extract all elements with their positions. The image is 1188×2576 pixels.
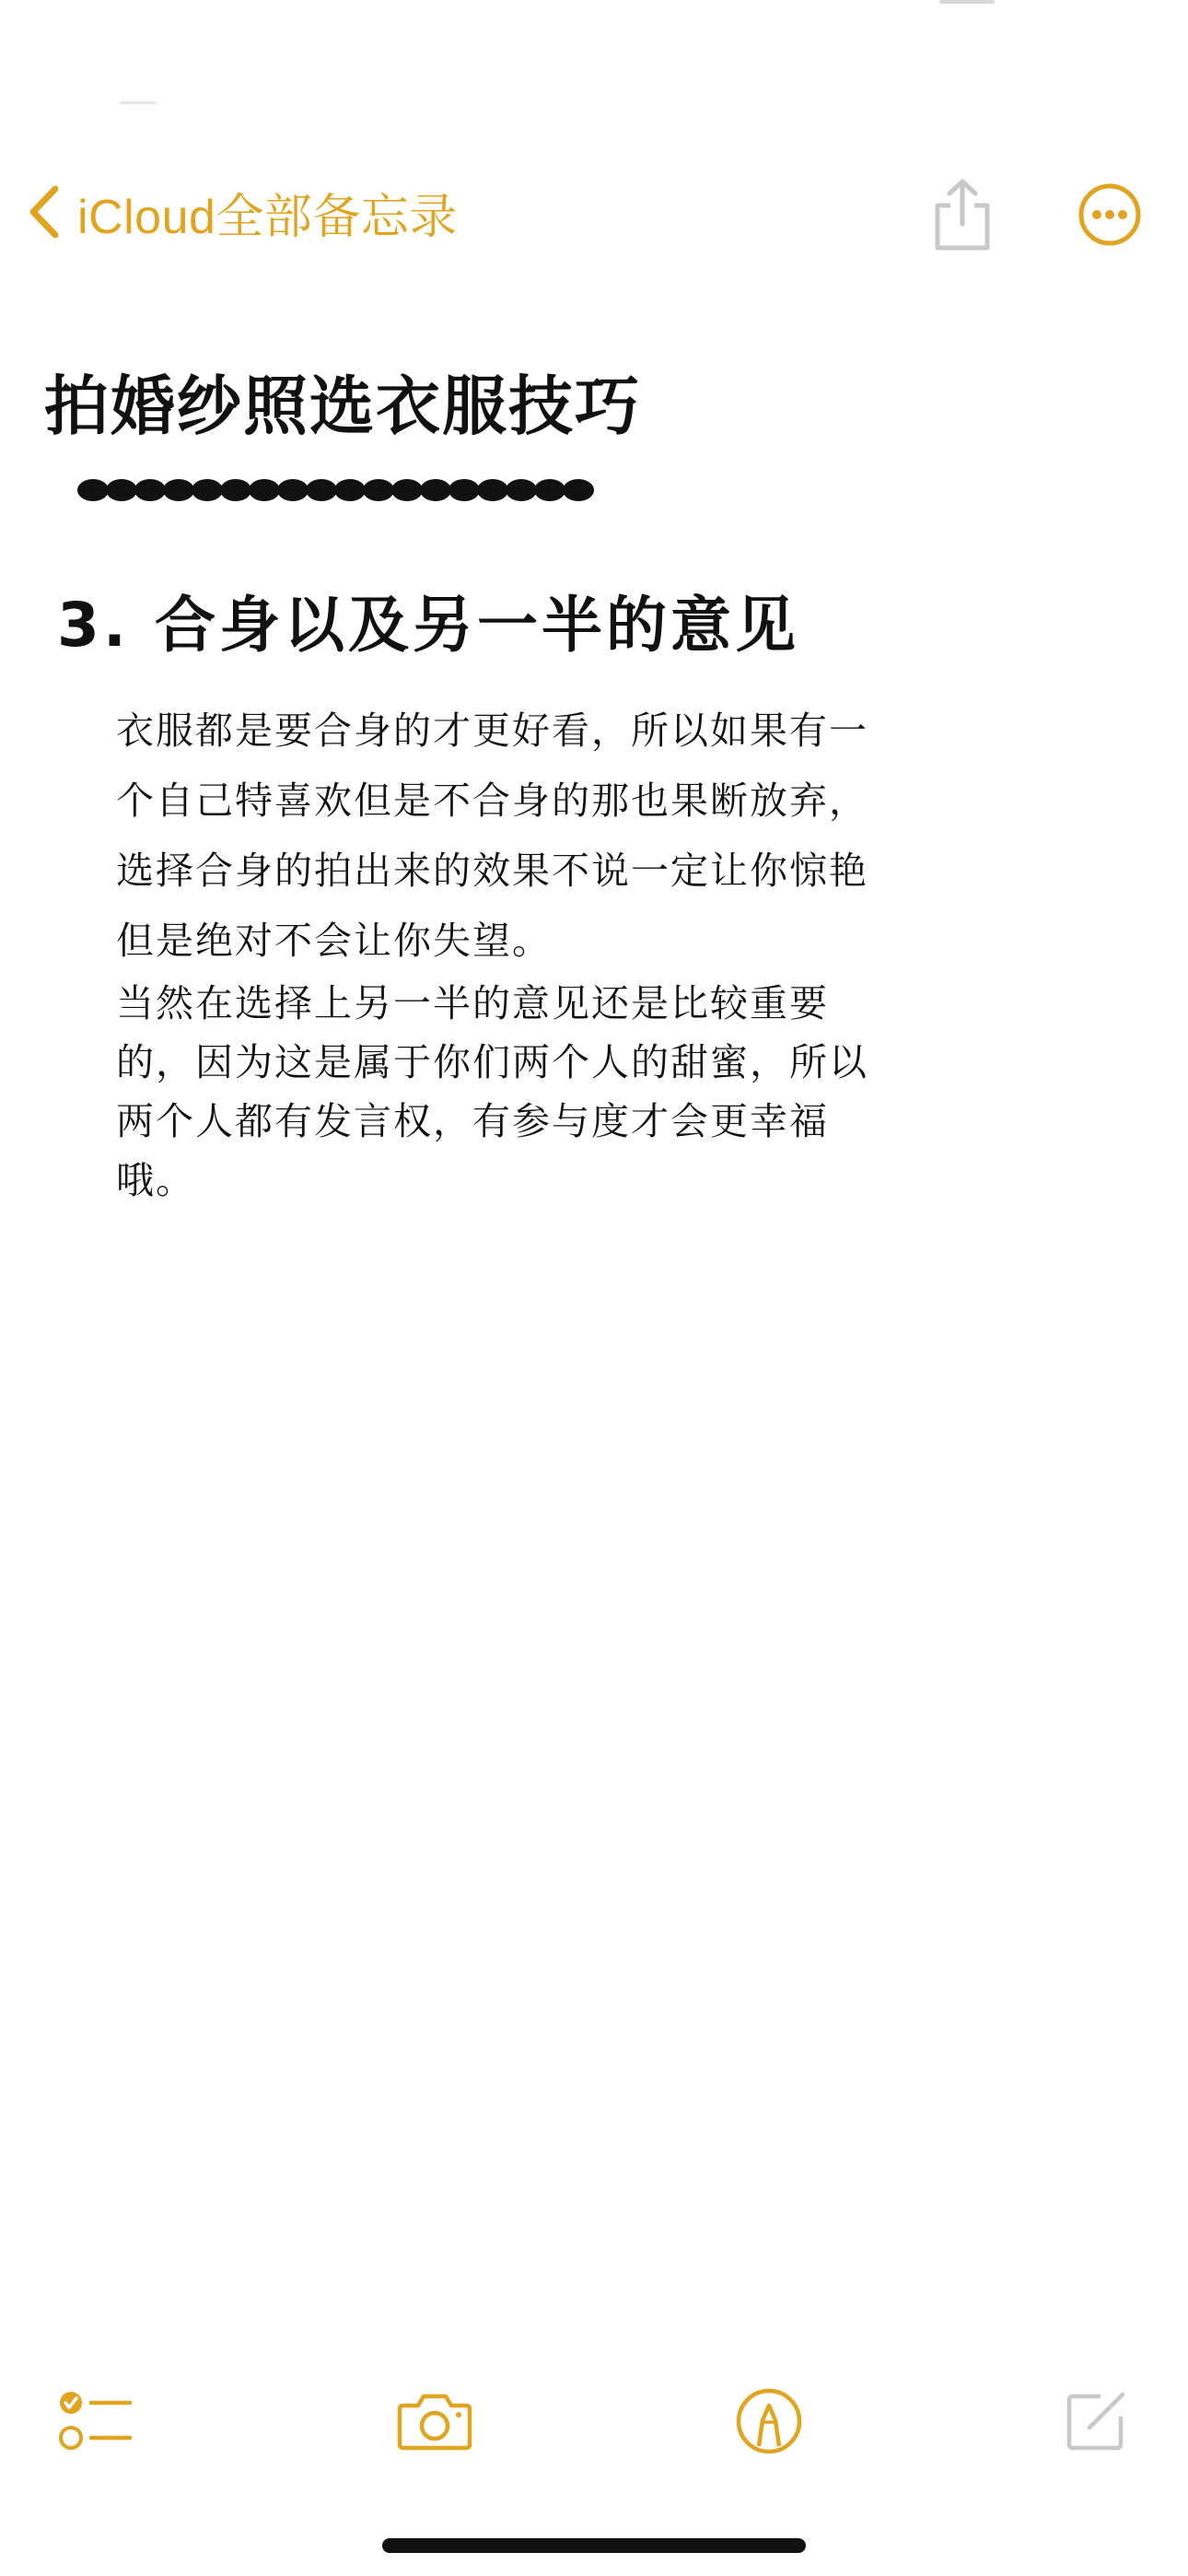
camera-button[interactable] (384, 2372, 485, 2474)
note-title[interactable]: 拍婚纱照选衣服技巧 (44, 369, 641, 444)
navigation-bar (0, 157, 1188, 267)
compose-button[interactable] (1045, 2372, 1147, 2474)
text-line: 两个人都有发言权，有参与度才会更幸福 (116, 1099, 829, 1143)
markup-pen-icon (735, 2387, 803, 2459)
text-line: 选择合身的拍出来的效果不说一定让你惊艳 (116, 849, 868, 893)
text-line: 哦。 (116, 1158, 195, 1202)
checklist-icon (58, 2386, 135, 2460)
back-button[interactable] (28, 175, 458, 249)
share-icon (932, 178, 993, 255)
camera-icon (396, 2391, 473, 2455)
share-button[interactable] (921, 175, 1004, 258)
text-line: 但是绝对不会让你失望。 (116, 919, 552, 963)
text-line: 的，因为这是属于你们两个人的甜蜜，所以 (116, 1040, 868, 1084)
markup-button[interactable] (718, 2372, 820, 2474)
home-indicator[interactable] (382, 2538, 806, 2553)
more-button[interactable] (1068, 175, 1151, 258)
dots-divider (77, 479, 591, 501)
compose-icon (1064, 2389, 1128, 2457)
bottom-toolbar (0, 2372, 1188, 2474)
text-line: 衣服都是要合身的才更好看，所以如果有一 (116, 708, 868, 753)
status-bar-fragment (120, 101, 157, 104)
text-line: 个自己特喜欢但是不合身的那也果断放弃， (116, 779, 868, 823)
note-paragraph[interactable] (116, 974, 1147, 1210)
more-icon (1077, 182, 1142, 251)
chevron-left-icon (28, 183, 61, 240)
note-paragraph[interactable] (116, 696, 1147, 976)
back-button-label: iCloud全部备忘录 (77, 190, 458, 244)
status-bar-fragment (939, 0, 995, 4)
text-line: 当然在选择上另一半的意见还是比较重要 (116, 981, 829, 1025)
checklist-button[interactable] (46, 2372, 147, 2474)
section-heading[interactable]: 3. 合身以及另一半的意见 (57, 590, 799, 661)
